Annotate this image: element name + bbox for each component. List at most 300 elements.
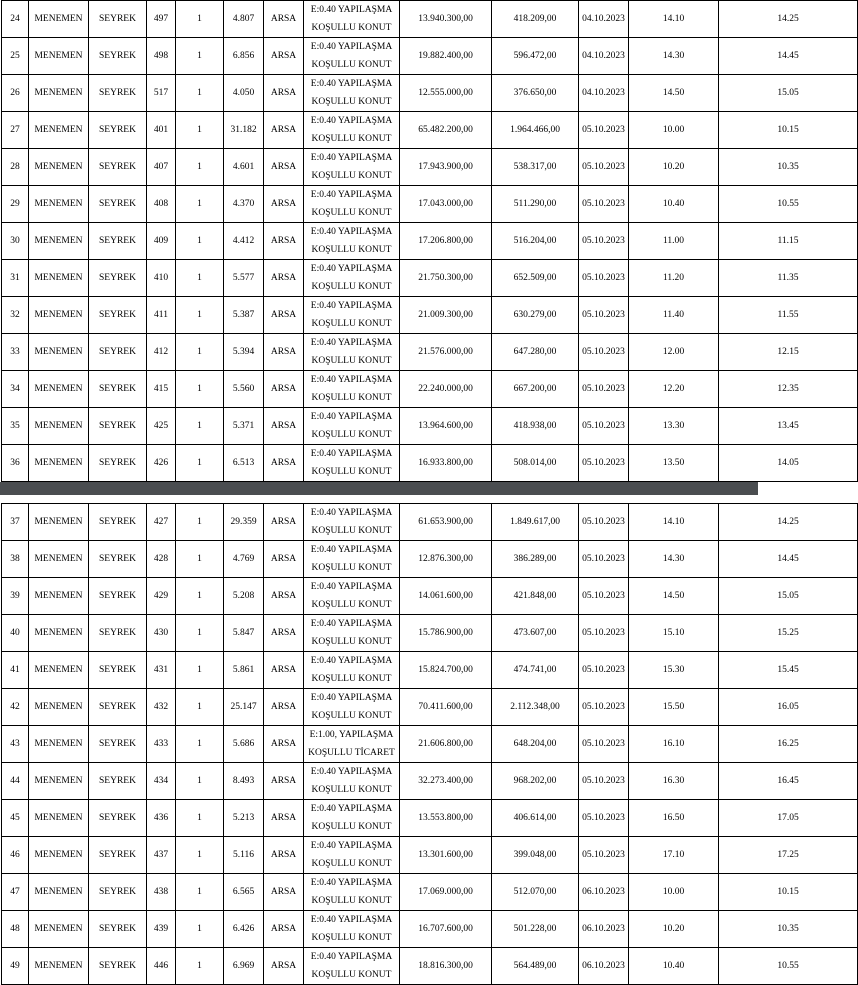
auction-date-cell: 05.10.2023 [579, 837, 629, 874]
estimated-value-cell: 13.301.600,00 [400, 837, 492, 874]
auction-date-cell: 06.10.2023 [579, 948, 629, 985]
estimated-value-cell: 21.606.800,00 [400, 726, 492, 763]
property-type-cell: ARSA [264, 149, 304, 186]
parcel-island-cell: 408 [147, 186, 176, 223]
parcel-island-cell: 428 [147, 541, 176, 578]
start-time-cell: 16.50 [629, 800, 719, 837]
table-row [2, 578, 858, 615]
estimated-value-cell: 21.576.000,00 [400, 334, 492, 371]
table-row [2, 800, 858, 837]
neighborhood-cell: SEYREK [89, 615, 147, 652]
zoning-status-cell: E:0.40 YAPILAŞMA KOŞULLU KONUT [304, 149, 400, 186]
property-type-cell: ARSA [264, 874, 304, 911]
row-number-cell: 37 [2, 504, 29, 541]
start-time-cell: 14.30 [629, 541, 719, 578]
area-cell: 6.565 [224, 874, 264, 911]
zoning-status-cell: E:0.40 YAPILAŞMA KOŞULLU KONUT [304, 874, 400, 911]
row-number-cell: 24 [2, 1, 29, 38]
neighborhood-cell: SEYREK [89, 578, 147, 615]
area-cell: 4.769 [224, 541, 264, 578]
row-number-cell: 34 [2, 371, 29, 408]
start-time-cell: 14.50 [629, 75, 719, 112]
zoning-status-cell: E:0.40 YAPILAŞMA KOŞULLU KONUT [304, 615, 400, 652]
property-type-cell: ARSA [264, 504, 304, 541]
property-type-cell: ARSA [264, 948, 304, 985]
parcel-number-cell: 1 [176, 689, 224, 726]
district-cell: MENEMEN [29, 763, 89, 800]
property-type-cell: ARSA [264, 578, 304, 615]
end-time-cell: 15.05 [719, 75, 858, 112]
parcel-island-cell: 425 [147, 408, 176, 445]
end-time-cell: 10.55 [719, 948, 858, 985]
table-row [2, 112, 858, 149]
parcel-number-cell: 1 [176, 371, 224, 408]
area-cell: 31.182 [224, 112, 264, 149]
end-time-cell: 11.35 [719, 260, 858, 297]
row-number-cell: 31 [2, 260, 29, 297]
deposit-amount-cell: 1.964.466,00 [492, 112, 579, 149]
property-type-cell: ARSA [264, 763, 304, 800]
end-time-cell: 14.25 [719, 1, 858, 38]
table-row [2, 149, 858, 186]
estimated-value-cell: 12.876.300,00 [400, 541, 492, 578]
parcel-table-bottom [1, 503, 858, 985]
parcel-island-cell: 412 [147, 334, 176, 371]
property-type-cell: ARSA [264, 297, 304, 334]
start-time-cell: 10.20 [629, 149, 719, 186]
district-cell: MENEMEN [29, 260, 89, 297]
table-row [2, 874, 858, 911]
parcel-island-cell: 429 [147, 578, 176, 615]
parcel-island-cell: 432 [147, 689, 176, 726]
parcel-island-cell: 434 [147, 763, 176, 800]
table-row [2, 652, 858, 689]
start-time-cell: 14.10 [629, 1, 719, 38]
deposit-amount-cell: 501.228,00 [492, 911, 579, 948]
zoning-status-cell: E:0.40 YAPILAŞMA KOŞULLU KONUT [304, 371, 400, 408]
parcel-number-cell: 1 [176, 445, 224, 482]
estimated-value-cell: 15.786.900,00 [400, 615, 492, 652]
property-type-cell: ARSA [264, 726, 304, 763]
area-cell: 5.560 [224, 371, 264, 408]
parcel-number-cell: 1 [176, 75, 224, 112]
property-type-cell: ARSA [264, 334, 304, 371]
parcel-island-cell: 497 [147, 1, 176, 38]
estimated-value-cell: 21.009.300,00 [400, 297, 492, 334]
start-time-cell: 13.50 [629, 445, 719, 482]
zoning-status-cell: E:0.40 YAPILAŞMA KOŞULLU KONUT [304, 837, 400, 874]
row-number-cell: 38 [2, 541, 29, 578]
property-type-cell: ARSA [264, 408, 304, 445]
parcel-island-cell: 438 [147, 874, 176, 911]
end-time-cell: 10.15 [719, 112, 858, 149]
area-cell: 4.412 [224, 223, 264, 260]
parcel-number-cell: 1 [176, 615, 224, 652]
end-time-cell: 13.45 [719, 408, 858, 445]
auction-date-cell: 05.10.2023 [579, 541, 629, 578]
row-number-cell: 26 [2, 75, 29, 112]
parcel-number-cell: 1 [176, 112, 224, 149]
district-cell: MENEMEN [29, 800, 89, 837]
neighborhood-cell: SEYREK [89, 800, 147, 837]
row-number-cell: 36 [2, 445, 29, 482]
parcel-number-cell: 1 [176, 260, 224, 297]
property-type-cell: ARSA [264, 837, 304, 874]
start-time-cell: 11.40 [629, 297, 719, 334]
neighborhood-cell: SEYREK [89, 726, 147, 763]
parcel-number-cell: 1 [176, 334, 224, 371]
district-cell: MENEMEN [29, 652, 89, 689]
end-time-cell: 11.15 [719, 223, 858, 260]
area-cell: 29.359 [224, 504, 264, 541]
start-time-cell: 16.30 [629, 763, 719, 800]
parcel-number-cell: 1 [176, 186, 224, 223]
property-type-cell: ARSA [264, 112, 304, 149]
parcel-island-cell: 433 [147, 726, 176, 763]
table-row [2, 763, 858, 800]
area-cell: 4.807 [224, 1, 264, 38]
district-cell: MENEMEN [29, 874, 89, 911]
neighborhood-cell: SEYREK [89, 652, 147, 689]
row-number-cell: 48 [2, 911, 29, 948]
property-type-cell: ARSA [264, 445, 304, 482]
end-time-cell: 16.05 [719, 689, 858, 726]
neighborhood-cell: SEYREK [89, 504, 147, 541]
auction-date-cell: 05.10.2023 [579, 334, 629, 371]
parcel-island-cell: 437 [147, 837, 176, 874]
auction-date-cell: 06.10.2023 [579, 911, 629, 948]
parcel-number-cell: 1 [176, 874, 224, 911]
estimated-value-cell: 17.206.800,00 [400, 223, 492, 260]
property-type-cell: ARSA [264, 75, 304, 112]
area-cell: 4.601 [224, 149, 264, 186]
zoning-status-cell: E:0.40 YAPILAŞMA KOŞULLU KONUT [304, 297, 400, 334]
district-cell: MENEMEN [29, 75, 89, 112]
deposit-amount-cell: 386.289,00 [492, 541, 579, 578]
deposit-amount-cell: 421.848,00 [492, 578, 579, 615]
district-cell: MENEMEN [29, 149, 89, 186]
area-cell: 5.208 [224, 578, 264, 615]
parcel-number-cell: 1 [176, 837, 224, 874]
auction-date-cell: 05.10.2023 [579, 112, 629, 149]
neighborhood-cell: SEYREK [89, 112, 147, 149]
end-time-cell: 15.25 [719, 615, 858, 652]
end-time-cell: 10.55 [719, 186, 858, 223]
row-number-cell: 28 [2, 149, 29, 186]
area-cell: 5.861 [224, 652, 264, 689]
zoning-status-cell: E:0.40 YAPILAŞMA KOŞULLU KONUT [304, 186, 400, 223]
neighborhood-cell: SEYREK [89, 371, 147, 408]
area-cell: 5.847 [224, 615, 264, 652]
auction-date-cell: 04.10.2023 [579, 38, 629, 75]
zoning-status-cell: E:0.40 YAPILAŞMA KOŞULLU KONUT [304, 763, 400, 800]
area-cell: 6.856 [224, 38, 264, 75]
auction-date-cell: 05.10.2023 [579, 615, 629, 652]
start-time-cell: 12.20 [629, 371, 719, 408]
end-time-cell: 14.05 [719, 445, 858, 482]
property-type-cell: ARSA [264, 186, 304, 223]
auction-date-cell: 05.10.2023 [579, 186, 629, 223]
start-time-cell: 10.00 [629, 112, 719, 149]
table-row [2, 948, 858, 985]
parcel-island-cell: 411 [147, 297, 176, 334]
neighborhood-cell: SEYREK [89, 75, 147, 112]
end-time-cell: 12.15 [719, 334, 858, 371]
district-cell: MENEMEN [29, 615, 89, 652]
parcel-number-cell: 1 [176, 297, 224, 334]
table-row [2, 334, 858, 371]
parcel-island-cell: 401 [147, 112, 176, 149]
estimated-value-cell: 21.750.300,00 [400, 260, 492, 297]
zoning-status-cell: E:0.40 YAPILAŞMA KOŞULLU KONUT [304, 911, 400, 948]
end-time-cell: 14.45 [719, 38, 858, 75]
estimated-value-cell: 19.882.400,00 [400, 38, 492, 75]
property-type-cell: ARSA [264, 800, 304, 837]
deposit-amount-cell: 596.472,00 [492, 38, 579, 75]
start-time-cell: 17.10 [629, 837, 719, 874]
end-time-cell: 15.05 [719, 578, 858, 615]
end-time-cell: 15.45 [719, 652, 858, 689]
district-cell: MENEMEN [29, 223, 89, 260]
estimated-value-cell: 15.824.700,00 [400, 652, 492, 689]
end-time-cell: 14.45 [719, 541, 858, 578]
table-row [2, 38, 858, 75]
deposit-amount-cell: 508.014,00 [492, 445, 579, 482]
zoning-status-cell: E:1.00, YAPILAŞMA KOŞULLU TİCARET [304, 726, 400, 763]
area-cell: 5.686 [224, 726, 264, 763]
neighborhood-cell: SEYREK [89, 38, 147, 75]
row-number-cell: 42 [2, 689, 29, 726]
auction-date-cell: 05.10.2023 [579, 371, 629, 408]
end-time-cell: 10.15 [719, 874, 858, 911]
neighborhood-cell: SEYREK [89, 689, 147, 726]
row-number-cell: 49 [2, 948, 29, 985]
parcel-island-cell: 409 [147, 223, 176, 260]
parcel-number-cell: 1 [176, 652, 224, 689]
row-number-cell: 33 [2, 334, 29, 371]
start-time-cell: 11.20 [629, 260, 719, 297]
parcel-island-cell: 410 [147, 260, 176, 297]
table-body [2, 504, 858, 985]
auction-date-cell: 05.10.2023 [579, 504, 629, 541]
estimated-value-cell: 13.940.300,00 [400, 1, 492, 38]
neighborhood-cell: SEYREK [89, 223, 147, 260]
row-number-cell: 35 [2, 408, 29, 445]
end-time-cell: 17.25 [719, 837, 858, 874]
table-row [2, 75, 858, 112]
area-cell: 6.426 [224, 911, 264, 948]
area-cell: 25.147 [224, 689, 264, 726]
zoning-status-cell: E:0.40 YAPILAŞMA KOŞULLU KONUT [304, 800, 400, 837]
start-time-cell: 13.30 [629, 408, 719, 445]
start-time-cell: 15.50 [629, 689, 719, 726]
property-type-cell: ARSA [264, 260, 304, 297]
start-time-cell: 11.00 [629, 223, 719, 260]
deposit-amount-cell: 652.509,00 [492, 260, 579, 297]
zoning-status-cell: E:0.40 YAPILAŞMA KOŞULLU KONUT [304, 112, 400, 149]
neighborhood-cell: SEYREK [89, 1, 147, 38]
district-cell: MENEMEN [29, 408, 89, 445]
deposit-amount-cell: 473.607,00 [492, 615, 579, 652]
start-time-cell: 12.00 [629, 334, 719, 371]
deposit-amount-cell: 648.204,00 [492, 726, 579, 763]
neighborhood-cell: SEYREK [89, 149, 147, 186]
page-separator [0, 482, 758, 495]
start-time-cell: 10.40 [629, 948, 719, 985]
deposit-amount-cell: 564.489,00 [492, 948, 579, 985]
auction-date-cell: 05.10.2023 [579, 726, 629, 763]
district-cell: MENEMEN [29, 837, 89, 874]
deposit-amount-cell: 511.290,00 [492, 186, 579, 223]
row-number-cell: 41 [2, 652, 29, 689]
row-number-cell: 30 [2, 223, 29, 260]
auction-date-cell: 05.10.2023 [579, 223, 629, 260]
area-cell: 5.213 [224, 800, 264, 837]
parcel-number-cell: 1 [176, 948, 224, 985]
table-row [2, 504, 858, 541]
table-row [2, 726, 858, 763]
start-time-cell: 14.30 [629, 38, 719, 75]
neighborhood-cell: SEYREK [89, 260, 147, 297]
table-row [2, 541, 858, 578]
district-cell: MENEMEN [29, 371, 89, 408]
parcel-number-cell: 1 [176, 504, 224, 541]
district-cell: MENEMEN [29, 186, 89, 223]
estimated-value-cell: 13.964.600,00 [400, 408, 492, 445]
parcel-island-cell: 517 [147, 75, 176, 112]
area-cell: 6.513 [224, 445, 264, 482]
parcel-number-cell: 1 [176, 1, 224, 38]
district-cell: MENEMEN [29, 911, 89, 948]
property-type-cell: ARSA [264, 911, 304, 948]
zoning-status-cell: E:0.40 YAPILAŞMA KOŞULLU KONUT [304, 408, 400, 445]
estimated-value-cell: 17.043.000,00 [400, 186, 492, 223]
parcel-island-cell: 407 [147, 149, 176, 186]
estimated-value-cell: 12.555.000,00 [400, 75, 492, 112]
area-cell: 5.577 [224, 260, 264, 297]
parcel-number-cell: 1 [176, 541, 224, 578]
deposit-amount-cell: 516.204,00 [492, 223, 579, 260]
parcel-number-cell: 1 [176, 800, 224, 837]
property-type-cell: ARSA [264, 689, 304, 726]
estimated-value-cell: 13.553.800,00 [400, 800, 492, 837]
property-type-cell: ARSA [264, 1, 304, 38]
deposit-amount-cell: 630.279,00 [492, 297, 579, 334]
table-row [2, 371, 858, 408]
start-time-cell: 14.50 [629, 578, 719, 615]
estimated-value-cell: 18.816.300,00 [400, 948, 492, 985]
deposit-amount-cell: 418.209,00 [492, 1, 579, 38]
deposit-amount-cell: 406.614,00 [492, 800, 579, 837]
estimated-value-cell: 16.707.600,00 [400, 911, 492, 948]
area-cell: 5.394 [224, 334, 264, 371]
row-number-cell: 27 [2, 112, 29, 149]
neighborhood-cell: SEYREK [89, 874, 147, 911]
parcel-number-cell: 1 [176, 408, 224, 445]
zoning-status-cell: E:0.40 YAPILAŞMA KOŞULLU KONUT [304, 578, 400, 615]
estimated-value-cell: 65.482.200,00 [400, 112, 492, 149]
estimated-value-cell: 17.943.900,00 [400, 149, 492, 186]
zoning-status-cell: E:0.40 YAPILAŞMA KOŞULLU KONUT [304, 445, 400, 482]
neighborhood-cell: SEYREK [89, 445, 147, 482]
row-number-cell: 25 [2, 38, 29, 75]
deposit-amount-cell: 968.202,00 [492, 763, 579, 800]
zoning-status-cell: E:0.40 YAPILAŞMA KOŞULLU KONUT [304, 948, 400, 985]
start-time-cell: 15.10 [629, 615, 719, 652]
zoning-status-cell: E:0.40 YAPILAŞMA KOŞULLU KONUT [304, 541, 400, 578]
estimated-value-cell: 32.273.400,00 [400, 763, 492, 800]
row-number-cell: 43 [2, 726, 29, 763]
auction-date-cell: 05.10.2023 [579, 578, 629, 615]
parcel-number-cell: 1 [176, 38, 224, 75]
estimated-value-cell: 14.061.600,00 [400, 578, 492, 615]
deposit-amount-cell: 667.200,00 [492, 371, 579, 408]
zoning-status-cell: E:0.40 YAPILAŞMA KOŞULLU KONUT [304, 334, 400, 371]
district-cell: MENEMEN [29, 38, 89, 75]
table-row [2, 223, 858, 260]
parcel-island-cell: 446 [147, 948, 176, 985]
neighborhood-cell: SEYREK [89, 408, 147, 445]
neighborhood-cell: SEYREK [89, 186, 147, 223]
property-type-cell: ARSA [264, 615, 304, 652]
row-number-cell: 29 [2, 186, 29, 223]
zoning-status-cell: E:0.40 YAPILAŞMA KOŞULLU KONUT [304, 38, 400, 75]
district-cell: MENEMEN [29, 334, 89, 371]
area-cell: 5.387 [224, 297, 264, 334]
property-type-cell: ARSA [264, 223, 304, 260]
table-body [2, 1, 858, 482]
table-row [2, 615, 858, 652]
row-number-cell: 40 [2, 615, 29, 652]
start-time-cell: 15.30 [629, 652, 719, 689]
area-cell: 5.116 [224, 837, 264, 874]
area-cell: 6.969 [224, 948, 264, 985]
row-number-cell: 45 [2, 800, 29, 837]
auction-date-cell: 04.10.2023 [579, 1, 629, 38]
neighborhood-cell: SEYREK [89, 297, 147, 334]
deposit-amount-cell: 647.280,00 [492, 334, 579, 371]
neighborhood-cell: SEYREK [89, 763, 147, 800]
property-type-cell: ARSA [264, 38, 304, 75]
property-type-cell: ARSA [264, 371, 304, 408]
district-cell: MENEMEN [29, 541, 89, 578]
parcel-island-cell: 498 [147, 38, 176, 75]
auction-date-cell: 04.10.2023 [579, 75, 629, 112]
auction-date-cell: 05.10.2023 [579, 445, 629, 482]
end-time-cell: 10.35 [719, 911, 858, 948]
parcel-island-cell: 439 [147, 911, 176, 948]
auction-date-cell: 05.10.2023 [579, 763, 629, 800]
zoning-status-cell: E:0.40 YAPILAŞMA KOŞULLU KONUT [304, 504, 400, 541]
district-cell: MENEMEN [29, 948, 89, 985]
deposit-amount-cell: 512.070,00 [492, 874, 579, 911]
parcel-number-cell: 1 [176, 223, 224, 260]
table-row [2, 186, 858, 223]
district-cell: MENEMEN [29, 578, 89, 615]
parcel-island-cell: 427 [147, 504, 176, 541]
table-row [2, 911, 858, 948]
estimated-value-cell: 70.411.600,00 [400, 689, 492, 726]
end-time-cell: 17.05 [719, 800, 858, 837]
property-type-cell: ARSA [264, 652, 304, 689]
table-row [2, 1, 858, 38]
end-time-cell: 16.45 [719, 763, 858, 800]
start-time-cell: 10.40 [629, 186, 719, 223]
parcel-number-cell: 1 [176, 149, 224, 186]
start-time-cell: 14.10 [629, 504, 719, 541]
end-time-cell: 12.35 [719, 371, 858, 408]
zoning-status-cell: E:0.40 YAPILAŞMA KOŞULLU KONUT [304, 260, 400, 297]
